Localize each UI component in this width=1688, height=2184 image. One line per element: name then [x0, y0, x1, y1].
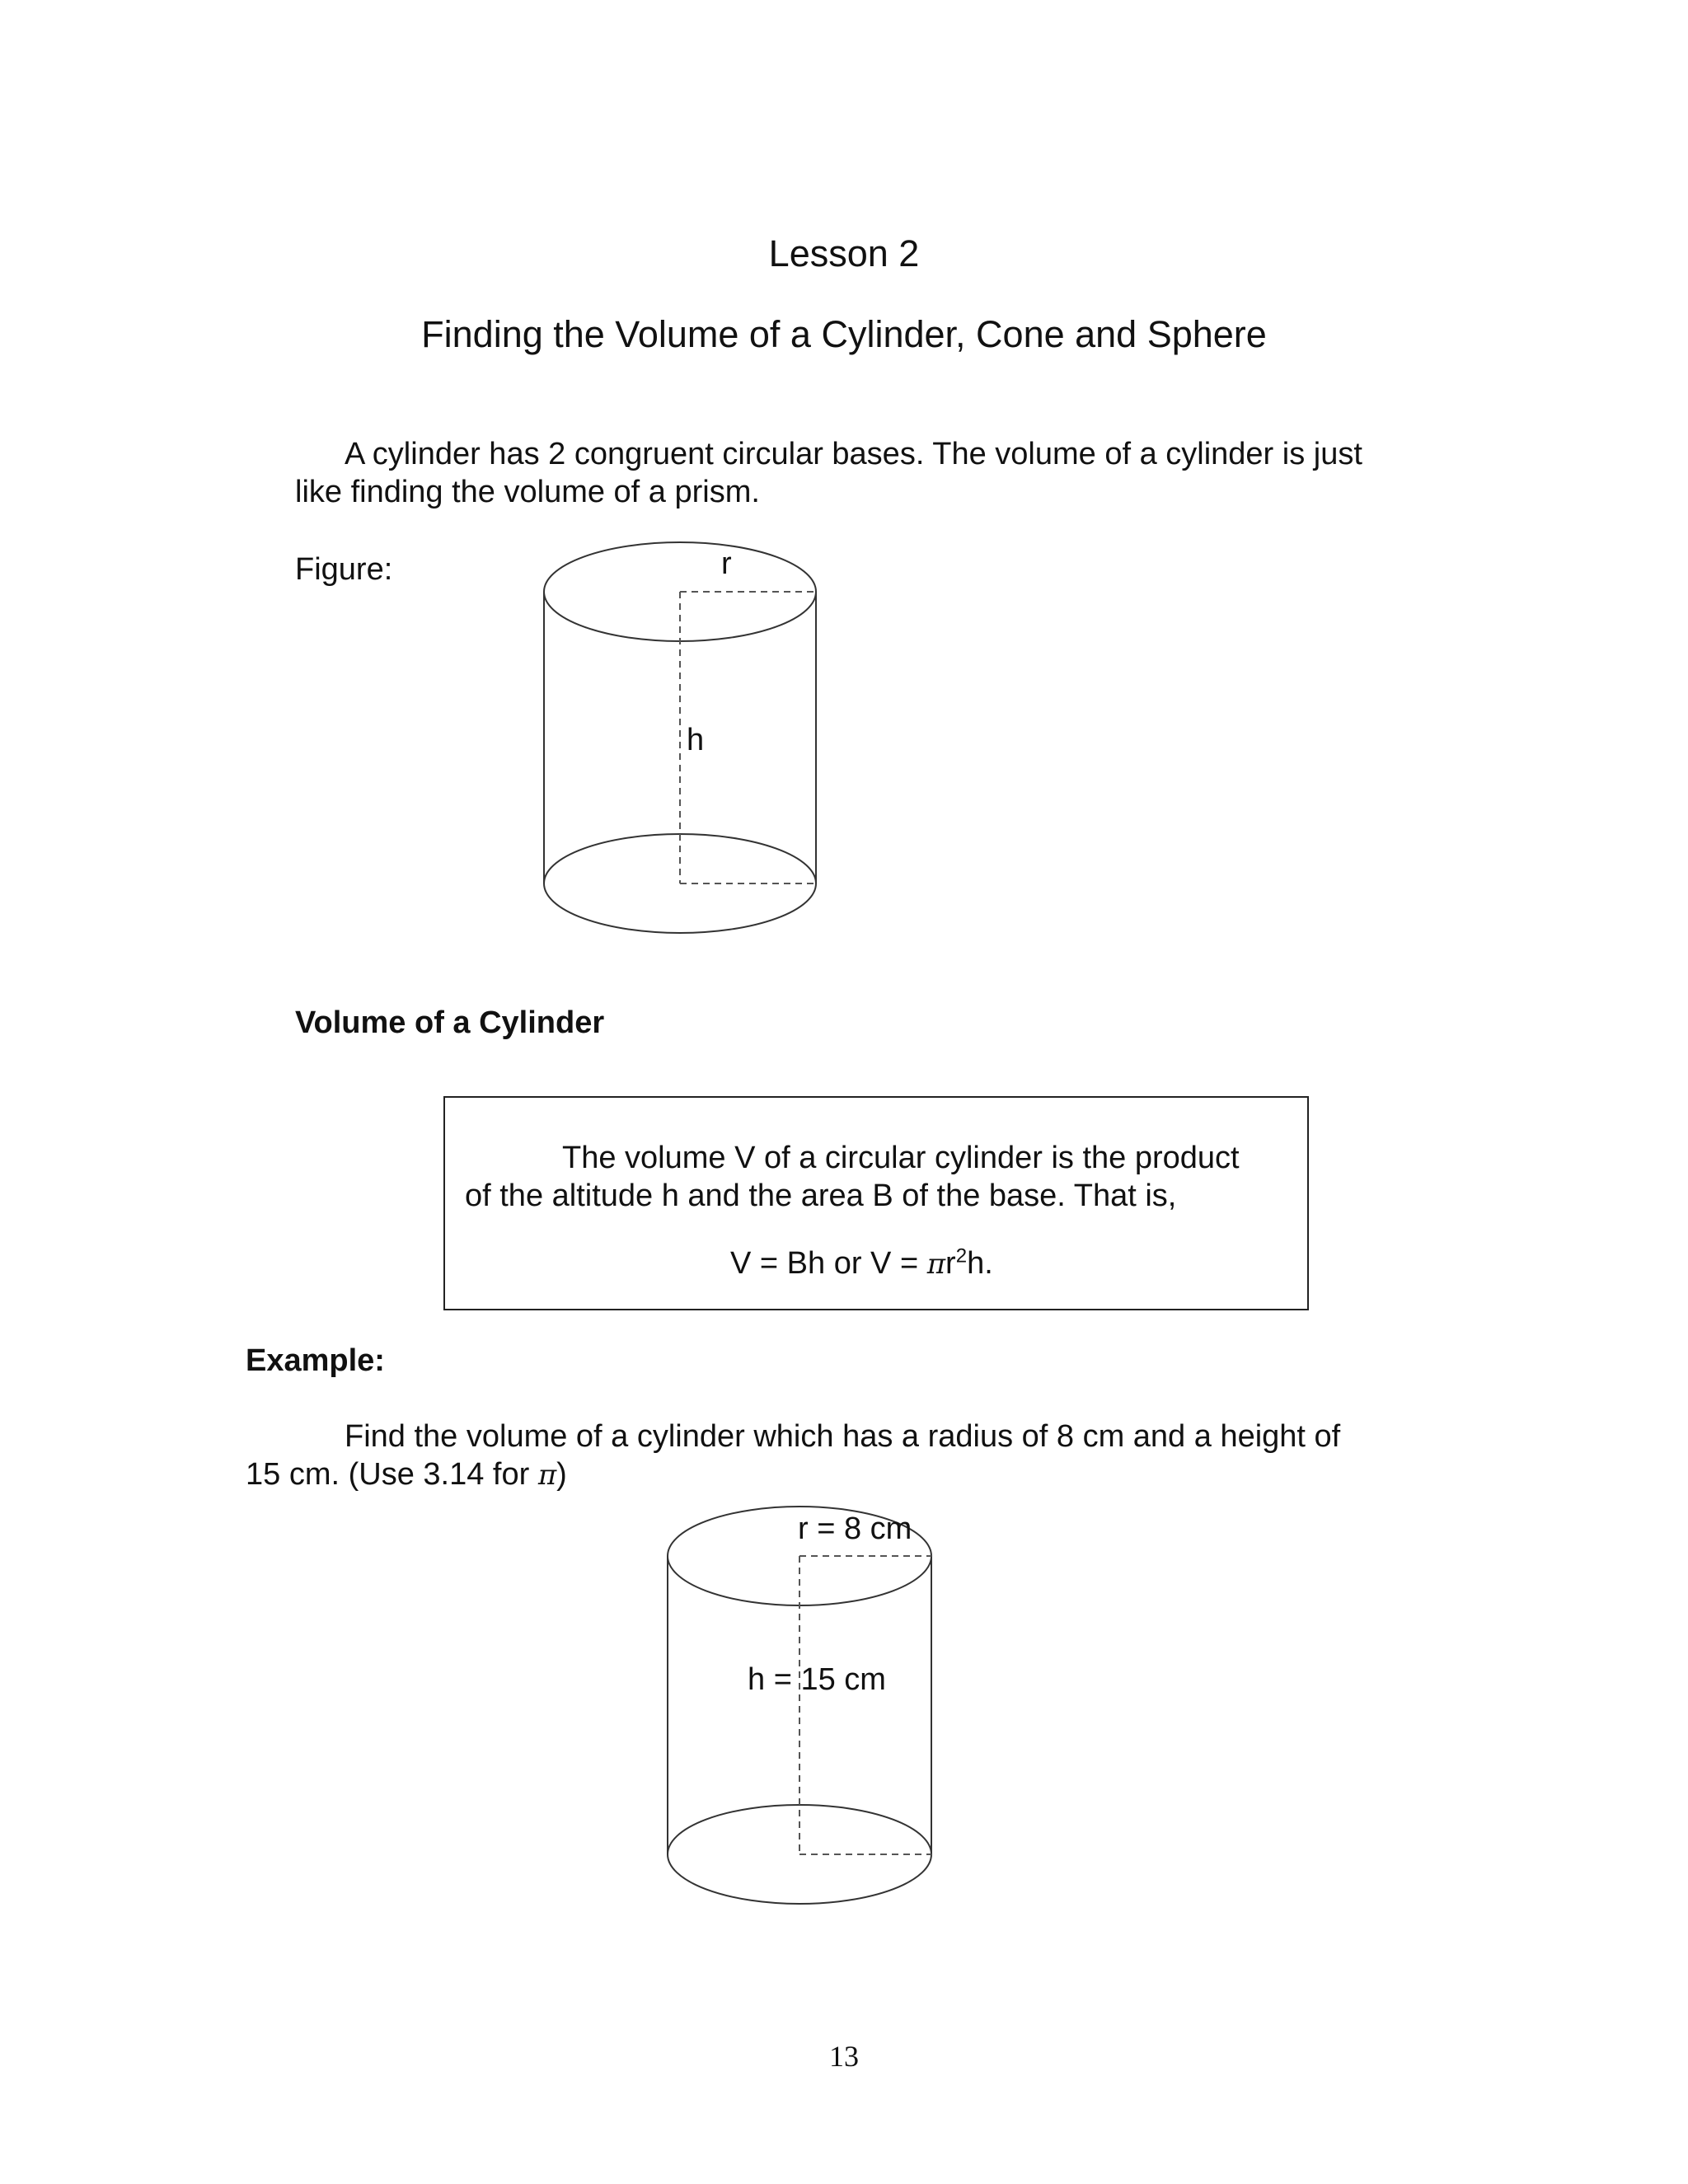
example-cylinder-figure — [651, 1492, 948, 1929]
lesson-subtitle: Finding the Volume of a Cylinder, Cone and Sphere — [421, 313, 1267, 355]
example-line-2 — [246, 1455, 567, 1494]
lesson-title: Lesson 2 — [768, 232, 920, 274]
pi-symbol: π — [926, 1248, 946, 1281]
intro-line-1: A cylinder has 2 congruent circular bases. The volume of a cylinder is just — [345, 437, 1362, 471]
example-heading: Example: — [246, 1343, 385, 1378]
definition-line-1: The volume V of a circular cylinder is the product — [562, 1141, 1240, 1175]
example-line-2-prefix: 15 cm. (Use 3.14 for — [246, 1457, 538, 1492]
cylinder-figure — [528, 527, 832, 956]
example-height-label: h = 15 cm — [748, 1662, 886, 1697]
formula-exponent: 2 — [955, 1244, 968, 1268]
formula-prefix: V = Bh or V = — [730, 1246, 927, 1281]
example-line-2-suffix: ) — [556, 1457, 567, 1492]
formula-suffix: h. — [967, 1246, 993, 1281]
height-label: h — [687, 723, 705, 757]
definition-line-2: of the altitude h and the area B of the base. That is, — [465, 1179, 1177, 1213]
volume-heading: Volume of a Cylinder — [295, 1005, 605, 1040]
example-line-1: Find the volume of a cylinder which has a radius of 8 cm and a height of — [345, 1419, 1341, 1454]
radius-label: r — [721, 546, 732, 581]
definition-box — [443, 1096, 1309, 1310]
intro-line-2: like finding the volume of a prism. — [295, 475, 760, 509]
example-radius-label: r = 8 cm — [798, 1511, 912, 1546]
figure-label: Figure: — [295, 552, 393, 587]
page-number: 13 — [829, 2040, 859, 2073]
pi-symbol: π — [537, 1459, 557, 1492]
formula — [730, 1244, 993, 1283]
formula-r: r — [945, 1246, 956, 1281]
